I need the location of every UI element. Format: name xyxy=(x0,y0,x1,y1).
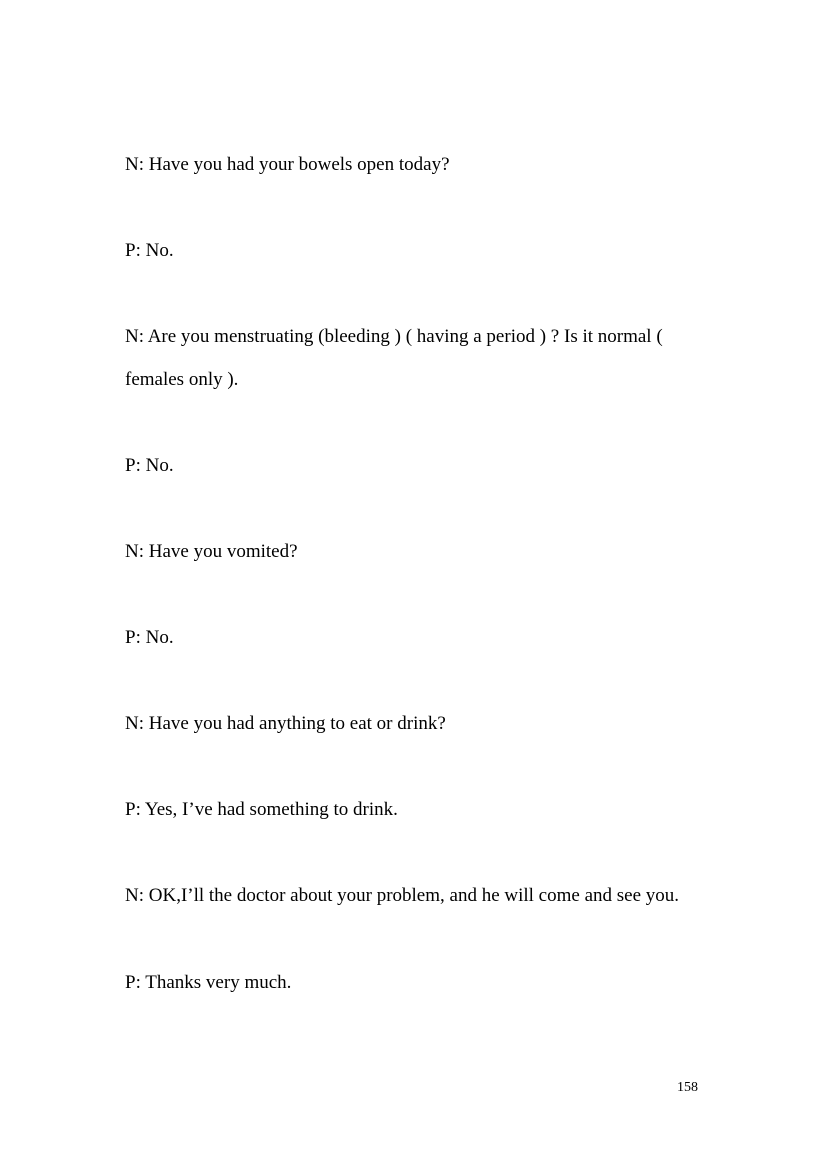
dialogue-line-nurse: N: OK,I’ll the doctor about your problem, and he will come and see you. xyxy=(125,885,680,906)
dialogue-line-patient: P: No. xyxy=(125,240,174,261)
dialogue-line-patient: P: No. xyxy=(125,455,174,476)
page-number: 158 xyxy=(677,1080,698,1095)
dialogue-line-patient: P: No. xyxy=(125,627,174,648)
dialogue-line-nurse: N: Are you menstruating (bleeding ) ( having a period ) ? Is it normal ( xyxy=(125,326,663,347)
dialogue-line-nurse: N: Have you had your bowels open today? xyxy=(125,154,450,175)
dialogue-line-nurse: N: Have you had anything to eat or drink? xyxy=(125,713,446,734)
dialogue-line-nurse: N: Have you vomited? xyxy=(125,541,298,562)
dialogue-line-patient: P: Thanks very much. xyxy=(125,972,292,993)
dialogue-line-patient: P: Yes, I’ve had something to drink. xyxy=(125,799,398,820)
dialogue-line-nurse-continued: females only ). xyxy=(125,369,239,390)
